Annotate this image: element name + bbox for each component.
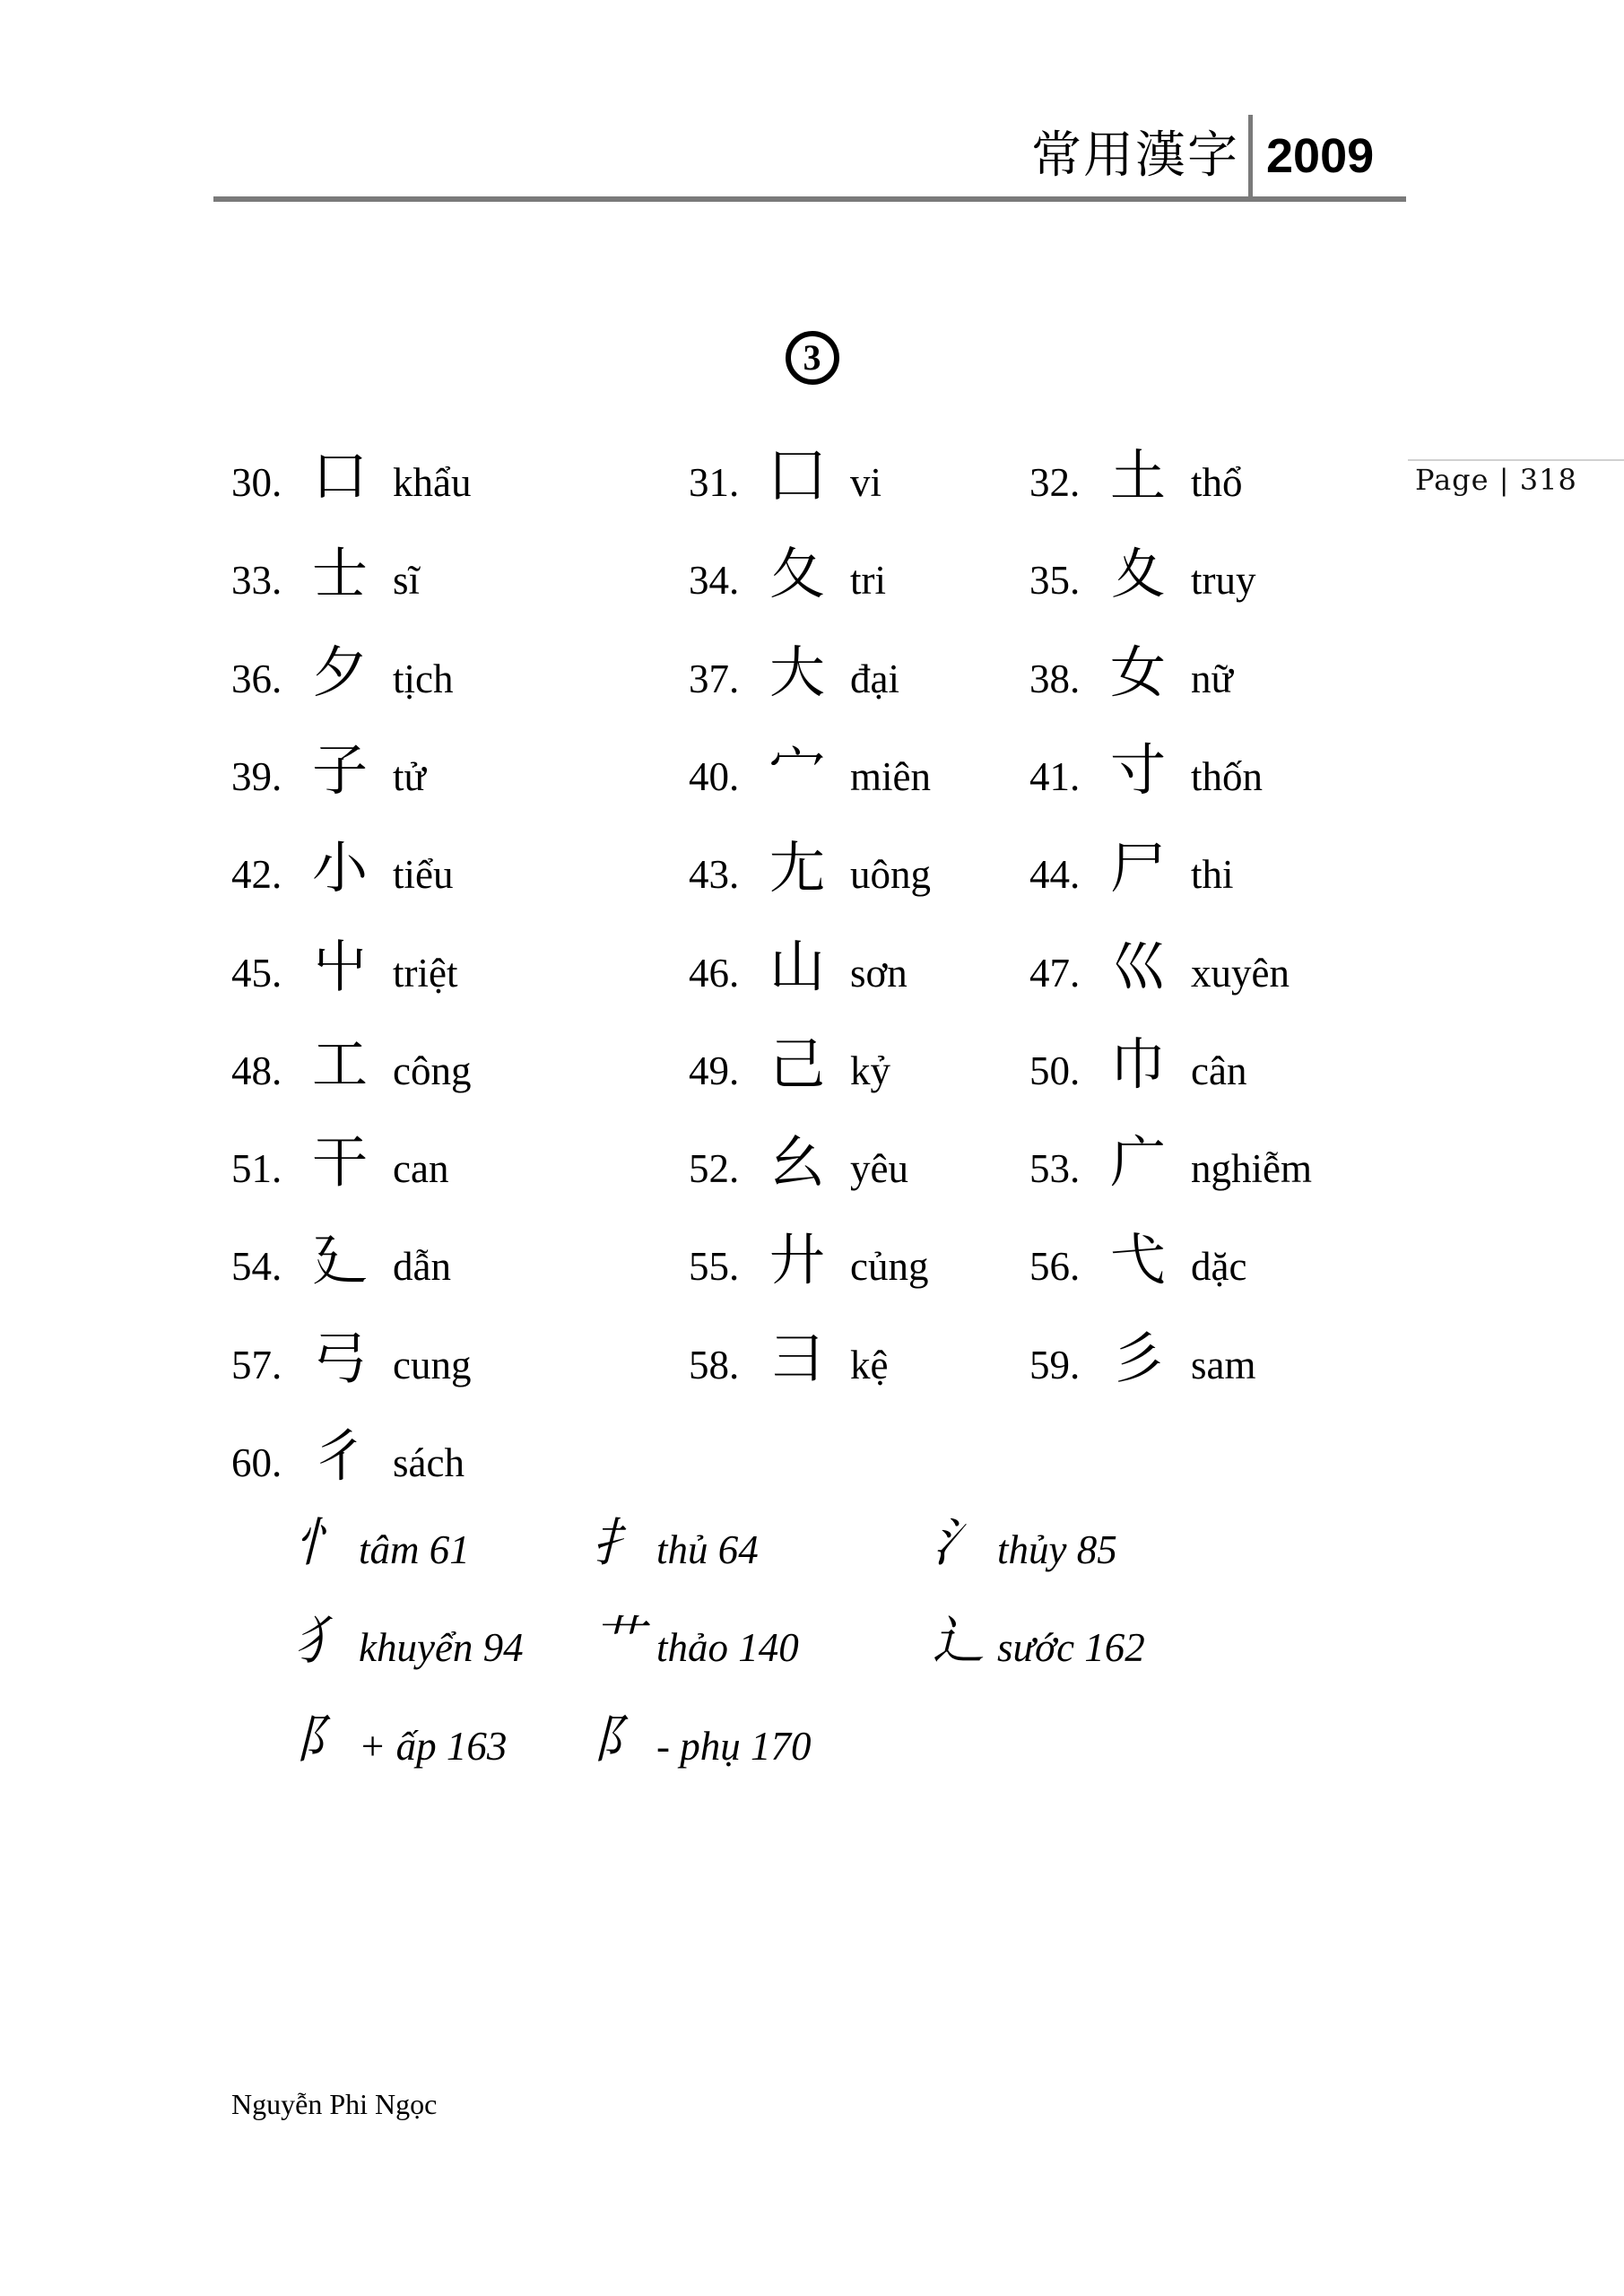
variant-name: + ấp 163 — [359, 1723, 508, 1769]
radical-name: thốn — [1191, 753, 1264, 799]
radical-char: 巾 — [1110, 1031, 1167, 1097]
radical-num: 35. — [1029, 558, 1081, 604]
radical-char: 彳 — [312, 1423, 369, 1489]
radical-name: truy — [1191, 558, 1256, 604]
radical-char: 广 — [1110, 1129, 1167, 1196]
radical-char: 弋 — [1110, 1227, 1167, 1293]
radical-num: 37. — [689, 656, 740, 701]
variant-char: 氵 — [933, 1512, 986, 1573]
radical-name: cân — [1191, 1048, 1247, 1093]
radical-name: tri — [850, 558, 886, 604]
radical-char: 夂 — [769, 541, 826, 607]
radical-num: 42. — [231, 852, 282, 898]
radical-char: 弓 — [312, 1325, 369, 1391]
radical-name: nghiễm — [1191, 1146, 1312, 1192]
radical-name: xuyên — [1191, 950, 1290, 996]
radical-char: 口 — [312, 443, 369, 509]
radical-name: khẩu — [393, 460, 472, 505]
page-label: Page | 318 — [1415, 463, 1577, 497]
radical-char: 彐 — [769, 1325, 826, 1391]
radical-char: 尸 — [1110, 835, 1167, 901]
radical-name: công — [393, 1048, 472, 1093]
variant-char: 艹 — [592, 1610, 645, 1672]
radical-name: đại — [850, 656, 899, 701]
radical-num: 39. — [231, 753, 282, 799]
header-rule — [213, 196, 1406, 202]
radical-char: 小 — [312, 835, 369, 901]
variant-char: 扌 — [592, 1512, 645, 1573]
radical-name: vi — [850, 460, 882, 505]
radical-name: sam — [1191, 1342, 1256, 1387]
radical-char: 女 — [1110, 639, 1167, 705]
radical-char: 干 — [312, 1129, 369, 1196]
radical-num: 36. — [231, 656, 282, 701]
radical-name: kỷ — [850, 1048, 890, 1093]
variant-char: 忄 — [294, 1512, 347, 1573]
radical-name: sĩ — [393, 558, 421, 604]
radical-char: 夕 — [312, 639, 369, 705]
radical-num: 54. — [231, 1244, 282, 1290]
radical-char: 囗 — [769, 443, 826, 509]
radical-name: kệ — [850, 1342, 889, 1387]
radical-num: 31. — [689, 460, 740, 505]
radical-name: tử — [393, 753, 426, 799]
radical-char: 彡 — [1110, 1325, 1167, 1391]
radical-name: tiểu — [393, 852, 454, 898]
section-number-badge: 3 — [786, 331, 839, 385]
radical-num: 52. — [689, 1146, 740, 1192]
radical-name: nữ — [1191, 656, 1233, 701]
radical-num: 46. — [689, 950, 740, 996]
radical-char: 廴 — [312, 1227, 369, 1293]
variant-name: thủy 85 — [997, 1527, 1117, 1572]
radical-num: 44. — [1029, 852, 1081, 898]
radical-num: 50. — [1029, 1048, 1081, 1093]
variant-char: 辶 — [933, 1610, 986, 1672]
radical-num: 53. — [1029, 1146, 1081, 1192]
radical-char: 尢 — [769, 835, 826, 901]
radical-name: dẫn — [393, 1244, 451, 1290]
radical-name: dặc — [1191, 1244, 1247, 1290]
radical-char: 幺 — [769, 1129, 826, 1196]
header-title: 常用漢字 — [1031, 126, 1239, 185]
radical-num: 49. — [689, 1048, 740, 1093]
radical-name: sách — [393, 1440, 465, 1485]
variant-char: 犭 — [294, 1610, 347, 1672]
radical-num: 51. — [231, 1146, 282, 1192]
variant-name: - phụ 170 — [656, 1723, 812, 1769]
radical-char: 宀 — [769, 736, 826, 803]
radical-num: 32. — [1029, 460, 1081, 505]
radical-char: 工 — [312, 1031, 369, 1097]
header-separator — [1248, 115, 1253, 201]
radical-name: uông — [850, 852, 931, 898]
section-number — [0, 316, 1624, 387]
radical-name: tịch — [393, 656, 454, 701]
radical-num: 58. — [689, 1342, 740, 1387]
radical-num: 38. — [1029, 656, 1081, 701]
radical-num: 55. — [689, 1244, 740, 1290]
radical-char: 子 — [312, 736, 369, 803]
radical-name: can — [393, 1146, 449, 1192]
radical-num: 57. — [231, 1342, 282, 1387]
variant-name: sước 162 — [997, 1625, 1145, 1671]
radical-name: cung — [393, 1342, 472, 1387]
radical-num: 40. — [689, 753, 740, 799]
radical-num: 45. — [231, 950, 282, 996]
radical-char: 屮 — [312, 933, 369, 999]
footer-author: Nguyễn Phi Ngọc — [231, 2088, 438, 2120]
variant-name: khuyển 94 — [359, 1625, 524, 1671]
radical-char: 山 — [769, 933, 826, 999]
radical-num: 60. — [231, 1440, 282, 1485]
radical-char: 土 — [1110, 443, 1167, 509]
radical-name: thi — [1191, 852, 1234, 898]
radical-num: 33. — [231, 558, 282, 604]
radical-num: 48. — [231, 1048, 282, 1093]
radical-char: 大 — [769, 639, 826, 705]
variant-name: tâm 61 — [359, 1527, 470, 1572]
radical-num: 43. — [689, 852, 740, 898]
radical-num: 47. — [1029, 950, 1081, 996]
radical-name: miên — [850, 753, 931, 799]
radical-num: 30. — [231, 460, 282, 505]
variant-char: 阝 — [592, 1708, 645, 1770]
header-year: 2009 — [1266, 129, 1375, 183]
radical-char: 寸 — [1110, 736, 1167, 803]
radical-num: 56. — [1029, 1244, 1081, 1290]
radical-char: 士 — [312, 541, 369, 607]
variant-name: thủ 64 — [656, 1527, 759, 1572]
radical-char: 夊 — [1110, 541, 1167, 607]
variant-name: thảo 140 — [656, 1625, 799, 1671]
radical-name: triệt — [393, 950, 458, 996]
radical-char: 廾 — [769, 1227, 826, 1293]
radical-name: thổ — [1191, 460, 1243, 505]
radical-char: 己 — [769, 1031, 826, 1097]
variant-char: 阝 — [294, 1708, 347, 1770]
radical-name: yêu — [850, 1146, 908, 1192]
radical-num: 34. — [689, 558, 740, 604]
radical-num: 59. — [1029, 1342, 1081, 1387]
page-label-rule — [1408, 459, 1624, 461]
radical-char: 巛 — [1110, 933, 1167, 999]
radical-num: 41. — [1029, 753, 1081, 799]
radical-name: sơn — [850, 950, 908, 996]
radical-name: củng — [850, 1244, 929, 1290]
